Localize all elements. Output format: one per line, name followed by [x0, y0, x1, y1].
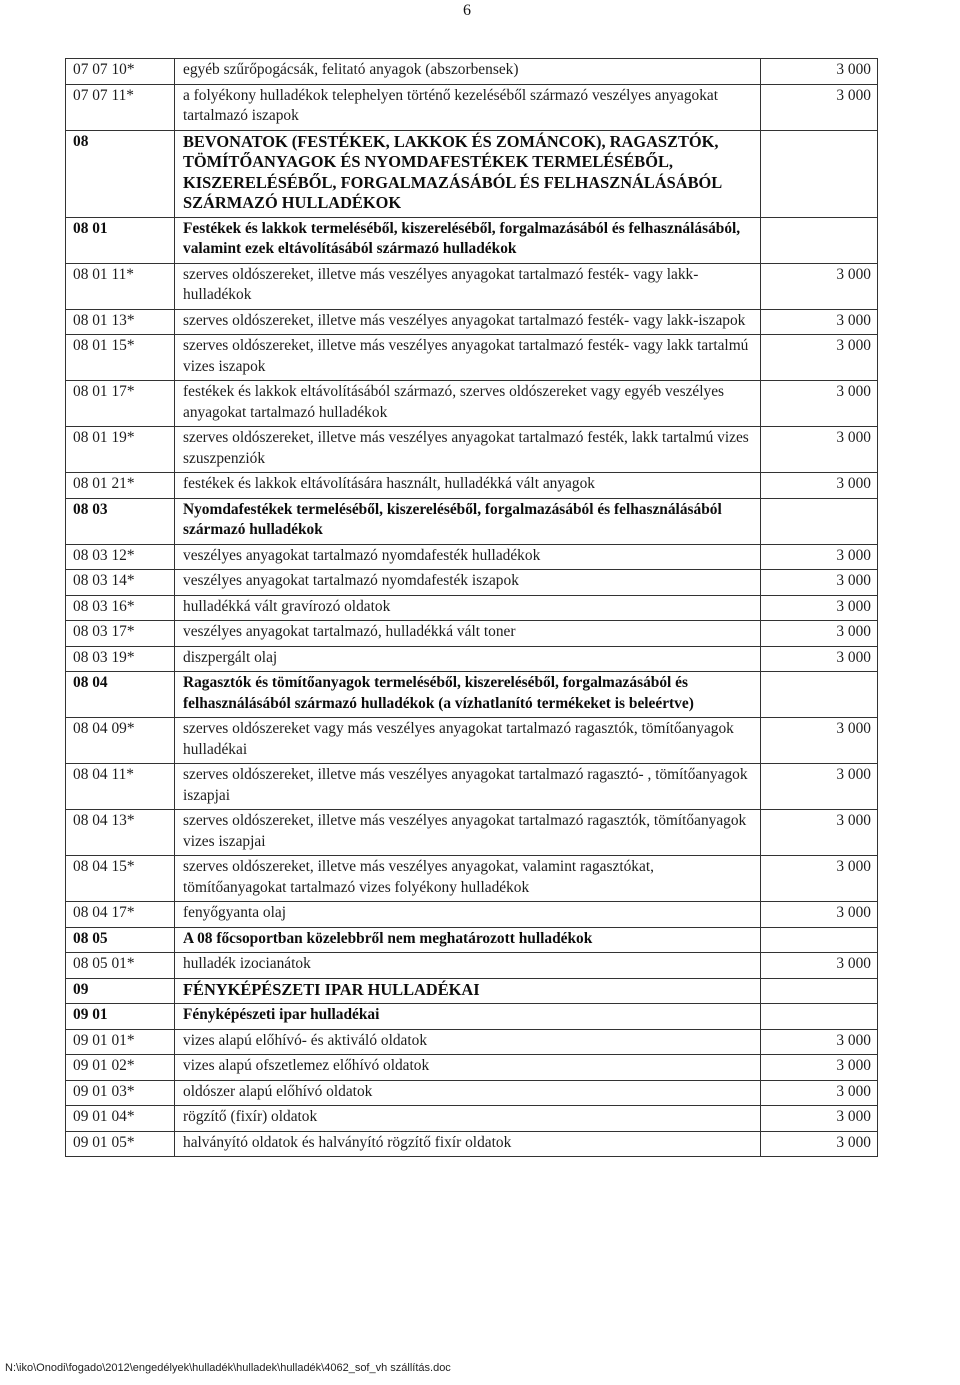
waste-code-cell: 09 01 03*: [66, 1080, 175, 1106]
waste-description-cell: vizes alapú előhívó- és aktiváló oldatok: [175, 1029, 761, 1055]
table-row: [66, 570, 878, 596]
waste-code-cell: 08 05: [66, 927, 175, 953]
waste-description-cell: festékek és lakkok eltávolítására használt, hulladékká vált anyagok: [175, 473, 761, 499]
waste-description-cell: szerves oldószereket, illetve más veszélyes anyagokat tartalmazó festék- vagy lakk-iszapok: [175, 309, 761, 335]
waste-description-cell: szerves oldószereket, illetve más veszélyes anyagokat, valamint ragasztókat, tömítőanyagokat tartalmazó vizes folyékony hulladékok: [175, 856, 761, 902]
waste-code-cell: 09 01 02*: [66, 1055, 175, 1081]
chapter-heading-row: [66, 130, 878, 217]
amount-cell: 3 000: [761, 335, 878, 381]
table-row: [66, 856, 878, 902]
chapter-heading-row: [66, 978, 878, 1004]
amount-cell: 3 000: [761, 309, 878, 335]
amount-cell: 3 000: [761, 263, 878, 309]
waste-description-cell: veszélyes anyagokat tartalmazó, hulladékká vált toner: [175, 621, 761, 647]
amount-cell: 3 000: [761, 764, 878, 810]
waste-description-cell: szerves oldószereket, illetve más veszélyes anyagokat tartalmazó ragasztók, tömítőanyagok vizes iszapjai: [175, 810, 761, 856]
amount-cell: [761, 672, 878, 718]
waste-code-cell: 08 01 11*: [66, 263, 175, 309]
amount-cell: 3 000: [761, 1106, 878, 1132]
table-row: [66, 335, 878, 381]
amount-cell: [761, 1004, 878, 1030]
waste-code-cell: 07 07 11*: [66, 84, 175, 130]
waste-code-cell: 08 01 21*: [66, 473, 175, 499]
amount-cell: 3 000: [761, 953, 878, 979]
table-row: [66, 263, 878, 309]
group-heading-row: [66, 498, 878, 544]
waste-code-cell: 08 04 15*: [66, 856, 175, 902]
waste-code-cell: 08 04: [66, 672, 175, 718]
table-row: [66, 621, 878, 647]
table-row: [66, 1131, 878, 1157]
waste-code-cell: 08 01: [66, 217, 175, 263]
waste-code-cell: 08 04 13*: [66, 810, 175, 856]
waste-description-cell: Nyomdafestékek termeléséből, kiszereléséből, forgalmazásából és felhasználásából származó hulladékok: [175, 498, 761, 544]
table-row: [66, 595, 878, 621]
waste-code-cell: 08 05 01*: [66, 953, 175, 979]
amount-cell: [761, 498, 878, 544]
waste-description-cell: szerves oldószereket, illetve más veszélyes anyagokat tartalmazó festék- vagy lakk tartalmú vizes iszapok: [175, 335, 761, 381]
amount-cell: [761, 130, 878, 217]
waste-code-cell: 08 03: [66, 498, 175, 544]
waste-code-cell: 09 01 05*: [66, 1131, 175, 1157]
amount-cell: [761, 927, 878, 953]
waste-code-cell: 08 01 19*: [66, 427, 175, 473]
waste-code-table-body: [66, 59, 878, 1157]
table-row: [66, 902, 878, 928]
waste-description-cell: szerves oldószereket, illetve más veszélyes anyagokat tartalmazó festék- vagy lakk-hulladékok: [175, 263, 761, 309]
waste-code-cell: 08 03 19*: [66, 646, 175, 672]
waste-description-cell: A 08 főcsoportban közelebbről nem meghatározott hulladékok: [175, 927, 761, 953]
amount-cell: 3 000: [761, 1131, 878, 1157]
waste-description-cell: vizes alapú ofszetlemez előhívó oldatok: [175, 1055, 761, 1081]
waste-description-cell: diszpergált olaj: [175, 646, 761, 672]
amount-cell: 3 000: [761, 381, 878, 427]
waste-code-cell: 09 01 04*: [66, 1106, 175, 1132]
waste-description-cell: Fényképészeti ipar hulladékai: [175, 1004, 761, 1030]
waste-description-cell: veszélyes anyagokat tartalmazó nyomdafesték hulladékok: [175, 544, 761, 570]
table-row: [66, 473, 878, 499]
waste-code-cell: 08 03 16*: [66, 595, 175, 621]
group-heading-row: [66, 672, 878, 718]
waste-code-cell: 09 01: [66, 1004, 175, 1030]
waste-description-cell: szerves oldószereket, illetve más veszélyes anyagokat tartalmazó ragasztó- , tömítőanyagok iszapjai: [175, 764, 761, 810]
table-row: [66, 544, 878, 570]
waste-description-cell: Ragasztók és tömítőanyagok termeléséből, kiszereléséből, forgalmazásából és felhasználásából származó hulladékok (a vízhatlanító termékeket is beleértve): [175, 672, 761, 718]
waste-description-cell: oldószer alapú előhívó oldatok: [175, 1080, 761, 1106]
waste-description-cell: halványító oldatok és halványító rögzítő fixír oldatok: [175, 1131, 761, 1157]
group-heading-row: [66, 217, 878, 263]
waste-code-cell: 08: [66, 130, 175, 217]
table-row: [66, 1055, 878, 1081]
amount-cell: 3 000: [761, 810, 878, 856]
amount-cell: 3 000: [761, 570, 878, 596]
table-row: [66, 309, 878, 335]
waste-code-cell: 08 03 12*: [66, 544, 175, 570]
waste-code-cell: 08 03 17*: [66, 621, 175, 647]
amount-cell: 3 000: [761, 621, 878, 647]
waste-description-cell: szerves oldószereket vagy más veszélyes anyagokat tartalmazó ragasztók, tömítőanyagok hulladékai: [175, 718, 761, 764]
table-row: [66, 381, 878, 427]
waste-description-cell: BEVONATOK (FESTÉKEK, LAKKOK ÉS ZOMÁNCOK), RAGASZTÓK, TÖMÍTŐANYAGOK ÉS NYOMDAFESTÉKEK TERMELÉSÉBŐL, KISZERELÉSÉBŐL, FORGALMAZÁSÁBÓL ÉS FELHASZNÁLÁSÁBÓL SZÁRMAZÓ HULLADÉKOK: [175, 130, 761, 217]
table-row: [66, 1106, 878, 1132]
waste-description-cell: a folyékony hulladékok telephelyen történő kezeléséből származó veszélyes anyagokat tartalmazó iszapok: [175, 84, 761, 130]
table-row: [66, 764, 878, 810]
waste-code-cell: 07 07 10*: [66, 59, 175, 85]
table-row: [66, 1080, 878, 1106]
waste-code-cell: 08 01 17*: [66, 381, 175, 427]
table-row: [66, 427, 878, 473]
amount-cell: 3 000: [761, 718, 878, 764]
amount-cell: 3 000: [761, 59, 878, 85]
waste-description-cell: festékek és lakkok eltávolításából származó, szerves oldószereket vagy egyéb veszélyes anyagokat tartalmazó hulladékok: [175, 381, 761, 427]
waste-description-cell: veszélyes anyagokat tartalmazó nyomdafesték iszapok: [175, 570, 761, 596]
waste-code-cell: 08 04 17*: [66, 902, 175, 928]
table-row: [66, 718, 878, 764]
amount-cell: 3 000: [761, 473, 878, 499]
waste-description-cell: szerves oldószereket, illetve más veszélyes anyagokat tartalmazó festék, lakk tartalmú vizes szuszpenziók: [175, 427, 761, 473]
amount-cell: [761, 978, 878, 1004]
table-row: [66, 953, 878, 979]
amount-cell: 3 000: [761, 646, 878, 672]
waste-description-cell: FÉNYKÉPÉSZETI IPAR HULLADÉKAI: [175, 978, 761, 1004]
table-row: [66, 1029, 878, 1055]
waste-description-cell: egyéb szűrőpogácsák, felitató anyagok (abszorbensek): [175, 59, 761, 85]
page-number: 6: [463, 2, 471, 19]
waste-code-cell: 08 01 13*: [66, 309, 175, 335]
waste-code-cell: 09 01 01*: [66, 1029, 175, 1055]
amount-cell: [761, 217, 878, 263]
amount-cell: 3 000: [761, 1029, 878, 1055]
footer-file-path: N:\iko\Onodi\fogado\2012\engedélyek\hulladék\hulladek\hulladék\4062_sof_vh szállítás.doc: [5, 1362, 451, 1374]
amount-cell: 3 000: [761, 595, 878, 621]
waste-code-cell: 09: [66, 978, 175, 1004]
group-heading-row: [66, 927, 878, 953]
amount-cell: 3 000: [761, 1080, 878, 1106]
waste-description-cell: rögzítő (fixír) oldatok: [175, 1106, 761, 1132]
amount-cell: 3 000: [761, 544, 878, 570]
waste-code-table: [65, 58, 878, 1157]
table-row: [66, 646, 878, 672]
table-row: [66, 59, 878, 85]
waste-code-cell: 08 04 09*: [66, 718, 175, 764]
amount-cell: 3 000: [761, 84, 878, 130]
waste-code-cell: 08 03 14*: [66, 570, 175, 596]
waste-code-cell: 08 04 11*: [66, 764, 175, 810]
group-heading-row: [66, 1004, 878, 1030]
table-row: [66, 810, 878, 856]
amount-cell: 3 000: [761, 427, 878, 473]
amount-cell: 3 000: [761, 902, 878, 928]
waste-description-cell: hulladékká vált gravírozó oldatok: [175, 595, 761, 621]
waste-description-cell: fenyőgyanta olaj: [175, 902, 761, 928]
amount-cell: 3 000: [761, 856, 878, 902]
amount-cell: 3 000: [761, 1055, 878, 1081]
table-row: [66, 84, 878, 130]
waste-description-cell: Festékek és lakkok termeléséből, kiszereléséből, forgalmazásából és felhasználásából, valamint ezek eltávolításából származó hulladékok: [175, 217, 761, 263]
waste-description-cell: hulladék izocianátok: [175, 953, 761, 979]
waste-code-cell: 08 01 15*: [66, 335, 175, 381]
